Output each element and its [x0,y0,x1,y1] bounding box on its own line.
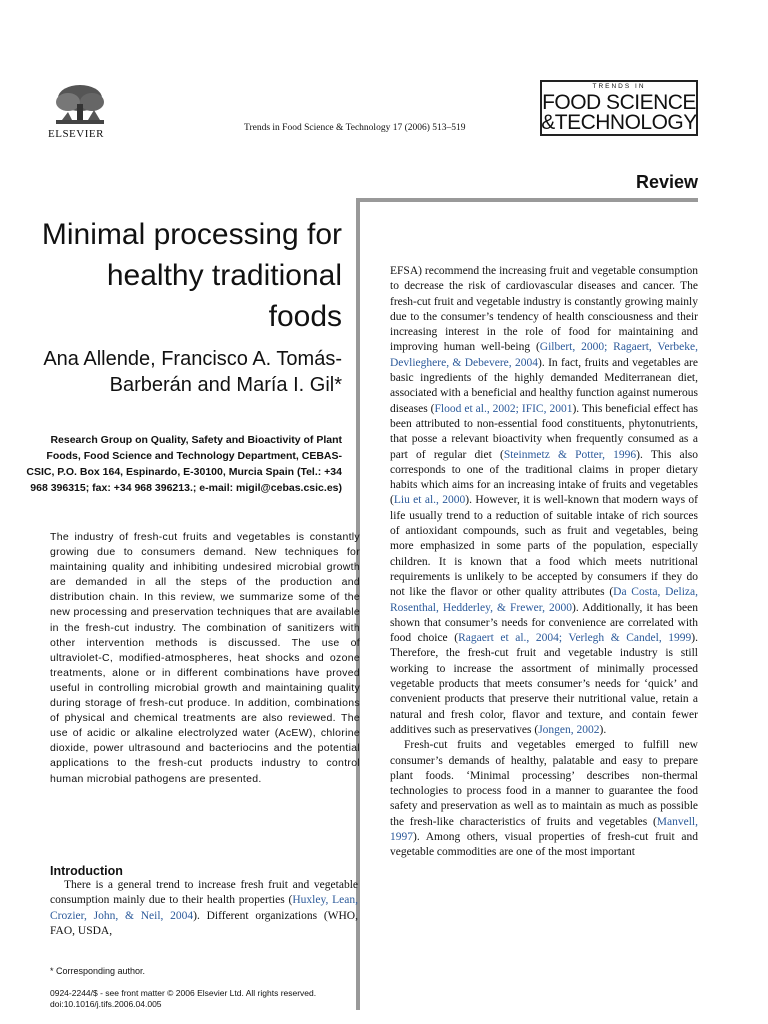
front-matter-line: 0924-2244/$ - see front matter © 2006 Elsevier Ltd. All rights reserved. [50,988,317,998]
journal-logo [540,80,698,136]
citation-link[interactable]: Huxley, Lean, Crozier, John, & Neil, 2004 [50,894,358,922]
body-paragraph-1 [390,264,698,738]
section-heading-introduction: Introduction [50,864,123,878]
doi-line[interactable]: doi:10.1016/j.tifs.2006.04.005 [50,999,162,1009]
author-affiliation: Research Group on Quality, Safety and Bioactivity of Plant Foods, Food Science and Technology Department, CEBAS-CSIC, P.O. Box 164, Espinardo, E-30100, Murcia Spain (Tel.: +34 968 396315; fax: +34 968 396213.; e-mail: migil@cebas.csic.es) [26,434,342,494]
body-text: EFSA) recommend the increasing fruit and vegetable consumption to decrease the risk of cardiovascular diseases and cancer. The fresh-cut fruit and vegetable industry is constantly growing mainly due to the consumer’s tendency of health consciousness and their increasing interest in the role of food for maintaining and improving human well-being ( [390,265,698,354]
body-text: ). However, it is well-known that modern ways of life usually trend to a reduction of suitable intake of rich sources of antioxidant compounds, such as fruit and vegetables, being more emphasized in some parts of the population, especially children. It is known that a food which meets nutritional requirements is unlikely to be accepted by consumers if they do not like the flavor or other quality attributes ( [390,494,698,599]
journal-citation: Trends in Food Science & Technology 17 (2006) 513–519 [244,123,466,133]
citation-link[interactable]: Liu et al., 2000 [393,494,466,507]
body-text: Fresh-cut fruits and vegetables emerged to fulfill new consumer’s demands of healthy, palatable and easy to prepare plant foods. ‘Minimal processing’ describes non-thermal technologies to process food in a manner to guarantee the food safety and preservation as well as to maintain as much as possible the fresh-like characteristics of fruits and vegetables ( [390,739,698,828]
right-column-body [390,264,698,861]
journal-logo-trends: TRENDS IN [592,83,646,90]
article-type-label: Review [635,172,698,192]
article-authors: Ana Allende, Francisco A. Tomás-Barberán and María I. Gil* [43,348,342,396]
citation-link[interactable]: Gilbert, 2000; Ragaert, Verbeke, Devlieghere, & Debevere, 2004 [390,341,698,369]
intro-text-1: There is a general trend to increase fresh fruit and vegetable consumption mainly due to their health properties ( [50,879,358,907]
journal-logo-line1: FOOD SCIENCE [542,91,696,114]
body-text: ). [599,723,607,736]
citation-link[interactable]: Jongen, 2002 [538,723,600,736]
abstract: The industry of fresh-cut fruits and vegetables is constantly growing due to consumers demand. New techniques for maintaining quality and inhibiting undesired microbial growth are demanded in all the steps of the production and distribution chain. In this review, we summarize some of the new processing and preservation techniques that are available in the fresh-cut industry. The combination of sanitizers with other intervention methods is discussed. The use of ultraviolet-C, modified-atmospheres, heat shocks and ozone treatments, alone or in different combinations have proved useful in controlling microbial growth and maintaining quality during storage of fresh-cut produce. In addition, combinations of physical and chemical treatments are also reviewed. The use of acidic or alkaline electrolyzed water (AcEW), chlorine dioxide, power ultrasound and bacteriocins and the potential applications to the fresh-cut products industry to control human microbial pathogens are presented. [50,531,360,785]
citation-link[interactable]: Manvell, 1997 [390,815,698,843]
citation-link[interactable]: Steinmetz & Potter, 1996 [503,448,637,461]
body-text: ). This also corresponds to one of the traditional claims in proper dietary habits which aims for an increasing intake of fruits and vegetables ( [390,448,698,507]
journal-logo-line2: &TECHNOLOGY [541,111,697,134]
citation-link[interactable]: Flood et al., 2002; IFIC, 2001 [434,402,573,415]
bracket-rule-top [356,198,698,202]
body-text: ). This beneficial effect has been attributed to non-essential food constituents, phytonutrients, that posse a relevant bioactivity when frequently consumed as a part of regular diet ( [390,402,698,461]
body-paragraph-2 [390,738,698,860]
publisher-name: ELSEVIER [48,128,104,140]
intro-paragraph [50,878,358,939]
article-title: Minimal processing for healthy traditional foods [41,218,342,333]
citation-link[interactable]: Da Costa, Deliza, Rosenthal, Hedderley, & Frewer, 2000 [390,586,698,614]
body-text: ). Therefore, the fresh-cut fruit and vegetable industry is still working to increase the assortment of minimally processed vegetable products that meets consumer’s needs for ‘quick’ and convenient products that preserve their nutritional value, retain a natural and fresh color, flavor and texture, and contain fewer additives such as preservatives ( [390,632,698,736]
citation-link[interactable]: Ragaert et al., 2004; Verlegh & Candel, 1999 [458,632,692,645]
body-text: ). Among others, visual properties of fresh-cut fruit and vegetable commodities are one of the most important [390,830,698,859]
corresponding-author-footnote: * Corresponding author. [50,966,146,976]
intro-text-2: ). Different organizations (WHO, FAO, USDA, [50,909,358,937]
body-text: ). In fact, fruits and vegetables are basic ingredients of the highly demanded Mediterranean diet, associated with a beneficial and healthy function against numerous diseases ( [390,356,698,415]
body-text: ). Additionally, it has been shown that consumer’s needs for convenience are correlated with food choice ( [390,601,698,645]
